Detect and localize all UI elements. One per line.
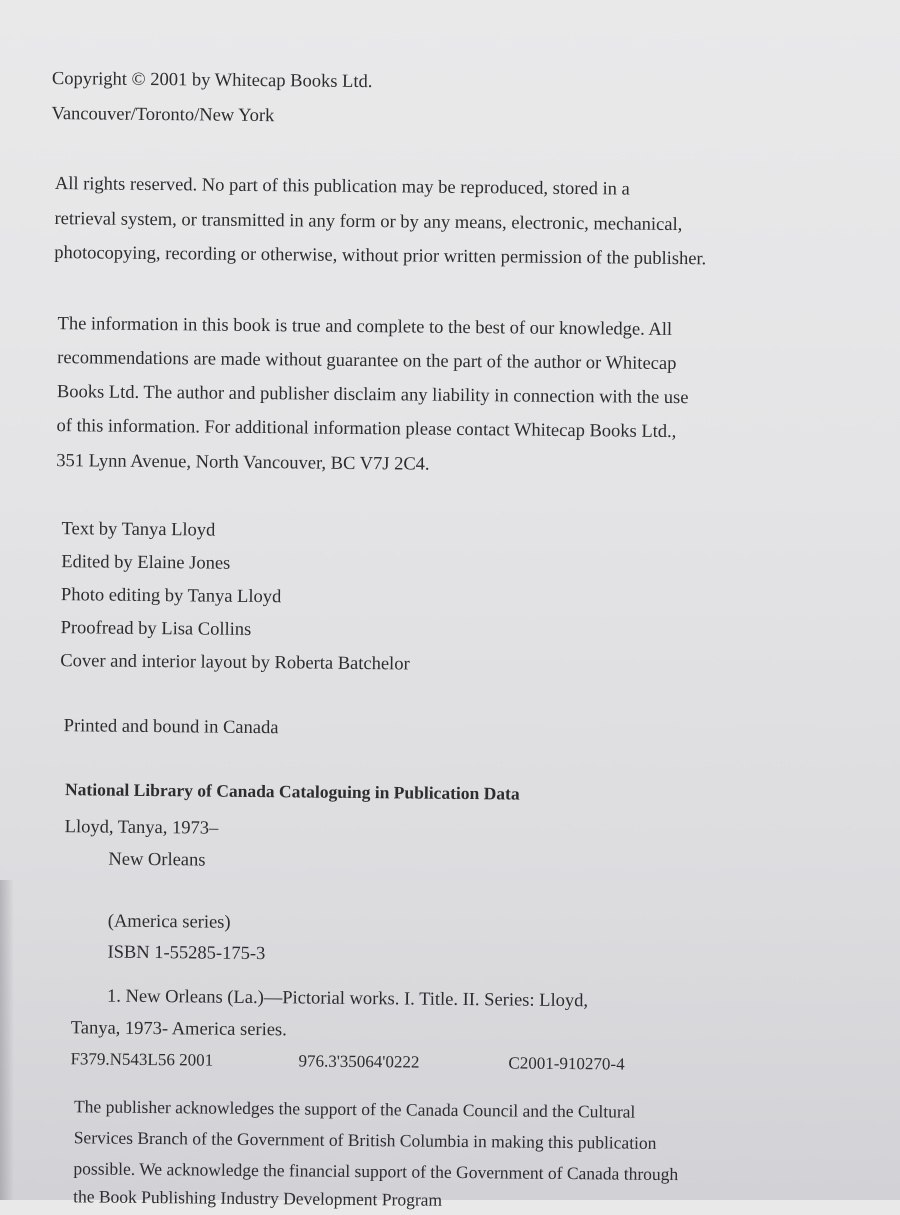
cip-call-number: F379.N543L56 2001 [70, 1049, 214, 1070]
credit-text: Text by Tanya Lloyd [61, 519, 216, 541]
disclaimer-line-4: of this information. For additional information please contact Whitecap Books Ltd., [56, 416, 677, 443]
credit-edited: Edited by Elaine Jones [61, 552, 231, 574]
copyright-line: Copyright © 2001 by Whitecap Books Ltd. [51, 69, 373, 93]
cip-author: Lloyd, Tanya, 1973– [64, 817, 219, 839]
rights-line-3: photocopying, recording or otherwise, without prior written permission of the publisher. [54, 243, 707, 270]
credit-layout: Cover and interior layout by Roberta Batchelor [60, 651, 410, 675]
cip-series: (America series) [107, 911, 231, 933]
disclaimer-line-1: The information in this book is true and complete to the best of our knowledge. All [57, 314, 673, 340]
ack-line-3: possible. We acknowledge the financial support of the Government of Canada through [73, 1158, 679, 1185]
disclaimer-line-5: 351 Lynn Avenue, North Vancouver, BC V7J 2C4. [56, 451, 430, 475]
printed-line: Printed and bound in Canada [63, 716, 279, 739]
disclaimer-line-3: Books Ltd. The author and publisher disclaim any liability in connection with the use [56, 382, 689, 409]
cip-title: New Orleans [108, 849, 206, 871]
ack-line-4: the Book Publishing Industry Development Program [73, 1186, 443, 1210]
disclaimer-line-2: recommendations are made without guarantee on the part of the author or Whitecap [57, 348, 677, 375]
cip-subjects-2: Tanya, 1973- America series. [70, 1018, 287, 1041]
cip-subjects-1: 1. New Orleans (La.)—Pictorial works. I. Title. II. Series: Lloyd, [107, 986, 589, 1012]
cip-heading: National Library of Canada Cataloguing in Publication Data [65, 779, 520, 804]
cip-number: C2001-910270-4 [508, 1053, 625, 1074]
credit-photo: Photo editing by Tanya Lloyd [60, 585, 282, 608]
rights-line-2: retrieval system, or transmitted in any form or by any means, electronic, mechanical, [54, 209, 683, 236]
cip-dewey: 976.3'35064'0222 [298, 1051, 420, 1072]
publisher-cities: Vancouver/Toronto/New York [51, 104, 275, 127]
cip-isbn: ISBN 1-55285-175-3 [107, 942, 266, 965]
ack-line-2: Services Branch of the Government of British Columbia in making this publication [73, 1127, 657, 1153]
rights-line-1: All rights reserved. No part of this publication may be reproduced, stored in a [54, 174, 630, 200]
ack-line-1: The publisher acknowledges the support of the Canada Council and the Cultural [73, 1096, 636, 1122]
credit-proofread: Proofread by Lisa Collins [60, 618, 252, 640]
